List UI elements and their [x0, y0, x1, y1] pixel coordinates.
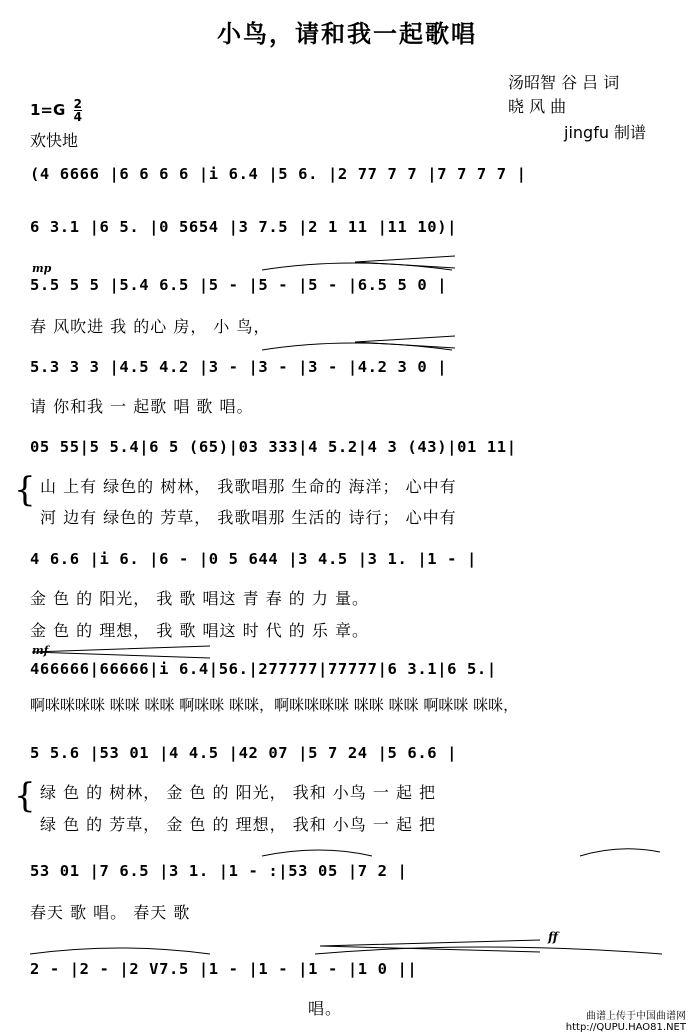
- lyric-line: 春 风吹进 我 的心 房， 小 鸟，: [30, 317, 271, 336]
- lyric-line: 金 色 的 理想， 我 歌 唱这 时 代 的 乐 章。: [30, 621, 369, 640]
- key-signature: [30, 98, 82, 123]
- notation-line: (4 6666 |6 6 6 6 |i 6.4 |5 6. |2 77 7 7 |7 7 7 7 |: [30, 165, 527, 183]
- notation-line: 2 - |2 - |2 V7.5 |1 - |1 - |1 - |1 0 ||: [30, 960, 418, 978]
- lyric-line: 山 上有 绿色的 树林， 我歌唱那 生命的 海洋； 心中有: [40, 477, 457, 496]
- verse-brace: {: [14, 470, 36, 510]
- notation-row-1: [30, 165, 670, 195]
- notation-line: 5.3 3 3 |4.5 4.2 |3 - |3 - |3 - |4.2 3 0 |: [30, 358, 448, 376]
- lyric-line: 啊咪咪咪咪 咪咪 咪咪 啊咪咪 咪咪，啊咪咪咪咪 咪咪 咪咪 啊咪咪 咪咪，: [30, 696, 519, 714]
- lyric-line: 绿 色 的 树林， 金 色 的 阳光， 我和 小鸟 一 起 把: [40, 783, 437, 802]
- verse-brace: {: [14, 776, 36, 816]
- notation-row-5: [30, 438, 670, 468]
- lyric-line: 唱。: [308, 999, 343, 1018]
- tie-slur: [580, 849, 660, 856]
- notation-row-7: [30, 660, 670, 690]
- crescendo-hairpin: [320, 940, 540, 952]
- tempo-marking: 欢快地: [30, 131, 79, 150]
- song-title: 小鸟，请和我一起歌唱: [217, 20, 477, 48]
- notation-line: 4 6.6 |i 6. |6 - |0 5 644 |3 4.5 |3 1. |1 - |: [30, 550, 477, 568]
- lyric-line: 春天 歌 唱。 春天 歌: [30, 903, 191, 922]
- dynamic-mf: mf: [32, 644, 49, 657]
- tie-slur: [30, 948, 210, 954]
- notation-line: 53 01 |7 6.5 |3 1. |1 - :|53 05 |7 2 |: [30, 862, 408, 880]
- time-numerator: 2: [73, 97, 82, 111]
- notation-line: 5.5 5 5 |5.4 6.5 |5 - |5 - |5 - |6.5 5 0 |: [30, 276, 448, 294]
- dynamic-ff: ff: [548, 930, 558, 944]
- notation-row-3: [30, 276, 670, 306]
- tie-slur: [315, 947, 662, 954]
- notation-row-9: [30, 862, 670, 892]
- notation-row-4: [30, 358, 670, 388]
- notation-line: 5 5.6 |53 01 |4 4.5 |42 07 |5 7 24 |5 6.6 |: [30, 744, 458, 762]
- footer-line-2: http://QUPU.HAO81.NET: [565, 1022, 686, 1033]
- crescendo-hairpin: [32, 646, 210, 658]
- notation-row-6: [30, 550, 670, 580]
- dynamic-mp: mp: [32, 262, 52, 275]
- tie-slur: [262, 850, 372, 856]
- notation-row-10: [30, 960, 670, 990]
- notation-line: 466666|66666|i 6.4|56.|277777|77777|6 3.1|6 5.|: [30, 660, 497, 678]
- notation-row-2: [30, 218, 670, 248]
- crescendo-hairpin: [355, 256, 455, 268]
- lyric-line: 绿 色 的 芳草， 金 色 的 理想， 我和 小鸟 一 起 把: [40, 815, 437, 834]
- tie-slur: [262, 343, 452, 350]
- lyric-line: 请 你和我 一 起歌 唱 歌 唱。: [30, 397, 254, 416]
- arranger-credit: jingfu 制谱: [564, 123, 647, 142]
- time-signature: [74, 98, 82, 123]
- lyric-line: 金 色 的 阳光， 我 歌 唱这 青 春 的 力 量。: [30, 589, 369, 608]
- tie-slur: [262, 263, 452, 270]
- composer-credit: 晓 风 曲: [508, 97, 567, 116]
- footer-line-1: 曲谱上传于中国曲谱网: [586, 1011, 686, 1022]
- lyric-line: 河 边有 绿色的 芳草， 我歌唱那 生活的 诗行； 心中有: [40, 508, 457, 527]
- notation-line: 05 55|5 5.4|6 5 (65)|03 333|4 5.2|4 3 (43)|01 11|: [30, 438, 517, 456]
- key-text: 1=G: [30, 101, 66, 119]
- time-denominator: 4: [73, 110, 82, 124]
- lyricist-credit: 汤昭智 谷 吕 词: [508, 73, 620, 92]
- notation-row-8: [30, 744, 670, 774]
- notation-line: 6 3.1 |6 5. |0 5654 |3 7.5 |2 1 11 |11 10)|: [30, 218, 458, 236]
- crescendo-hairpin: [355, 336, 455, 348]
- site-footer: [566, 1011, 686, 1033]
